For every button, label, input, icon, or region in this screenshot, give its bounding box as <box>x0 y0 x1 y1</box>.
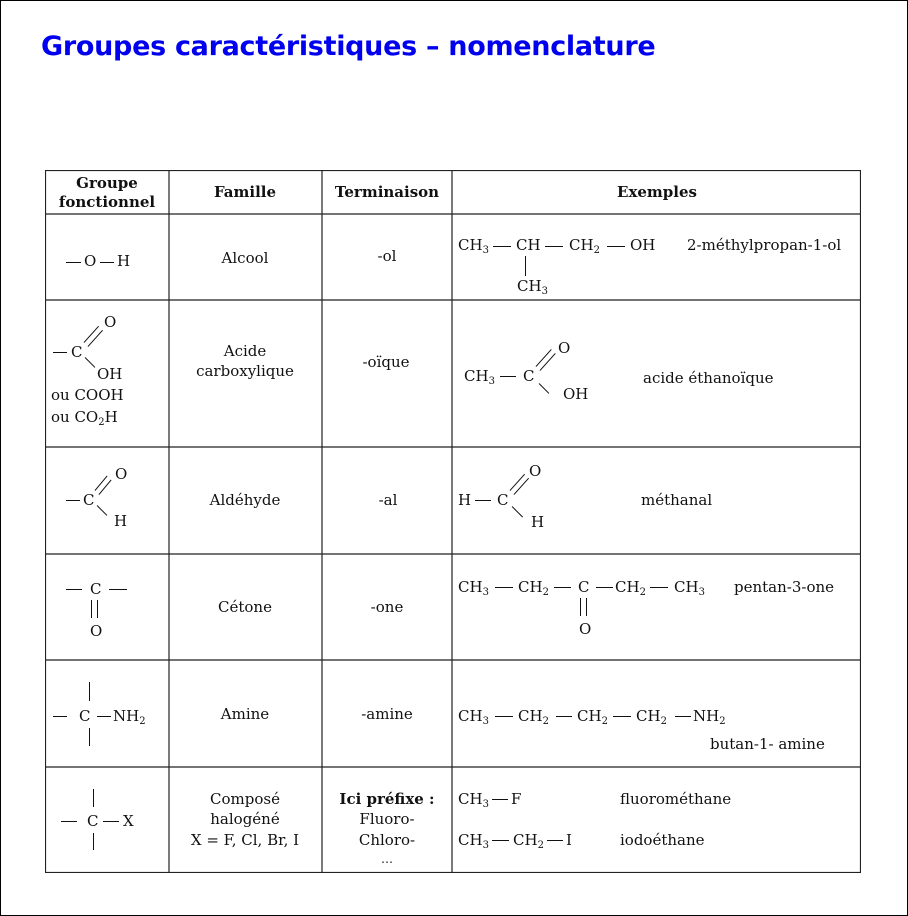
famille-cetone: Cétone <box>218 598 272 616</box>
famille-amine: Amine <box>220 705 270 723</box>
header-groupe-line1: Groupe <box>76 174 138 192</box>
group-atom: O <box>84 252 97 270</box>
table-grid <box>45 170 861 873</box>
terminaison-halogene-prefix: Ici préfixe : <box>339 790 435 808</box>
functional-groups-table: Groupe fonctionnel Famille Terminaison Exemples O H Alcool -ol $CH_3$ CH $CH_3$ $CH_2$ OH 2-méthylpropan-1-ol C O OH ou COOH ou $CO_2H$ Acide carboxylique -oïque $CH_3$ C O OH acide éthanoïque C O H Aldéhyde -al H C O H méthanal C O Cétone -one $CH_3$ $CH_2$ C O $CH_2$ $CH_3$ pentan-3-one C $NH_2$ Amine -amine $CH_3$ $CH_2$ $CH_2$ $CH_2$ $NH_2$ butan-1- amine C X Composé halogéné X = F, Cl, Br, I Ici préfixe : Fluoro- Chloro- … $CH_3$ F fluorométhane $CH_3$ $CH_2$ I iodoéthane <box>45 170 861 873</box>
header-terminaison: Terminaison <box>334 183 440 201</box>
terminaison-amine: -amine <box>361 705 413 723</box>
terminaison-cetone: -one <box>370 598 404 616</box>
famille-halogene-line3: X = F, Cl, Br, I <box>190 831 300 849</box>
group-atom: H <box>117 252 131 270</box>
famille-halogene-line1: Composé <box>210 790 280 808</box>
prefix-chloro: Chloro- <box>358 831 416 849</box>
famille-acide-line2: carboxylique <box>196 362 294 380</box>
famille-halogene-line2: halogéné <box>210 810 280 828</box>
exemple-nom-fluoromethane: fluorométhane <box>620 790 732 808</box>
prefix-ellipsis: … <box>381 852 393 866</box>
prefix-fluoro: Fluoro- <box>359 810 415 828</box>
famille-aldehyde: Aldéhyde <box>209 491 281 509</box>
terminaison-aldehyde: -al <box>378 491 398 509</box>
exemple-nom-alcool: 2-méthylpropan-1-ol <box>687 236 842 254</box>
page-title: Groupes caractéristiques – nomenclature <box>41 31 656 62</box>
header-famille: Famille <box>213 183 277 201</box>
header-groupe-line2: fonctionnel <box>58 193 156 211</box>
exemple-nom-acide: acide éthanoïque <box>643 369 774 387</box>
exemple-nom-iodoethane: iodoéthane <box>620 831 705 849</box>
terminaison-acide: -oïque <box>362 353 410 371</box>
famille-alcool: Alcool <box>221 249 269 267</box>
exemple-nom-amine: butan-1- amine <box>710 735 825 753</box>
famille-acide-line1: Acide <box>223 342 267 360</box>
exemple-nom-cetone: pentan-3-one <box>734 578 835 596</box>
exemple-nom-aldehyde: méthanal <box>641 491 713 509</box>
header-exemples: Exemples <box>617 183 697 201</box>
terminaison-alcool: -ol <box>377 247 397 265</box>
